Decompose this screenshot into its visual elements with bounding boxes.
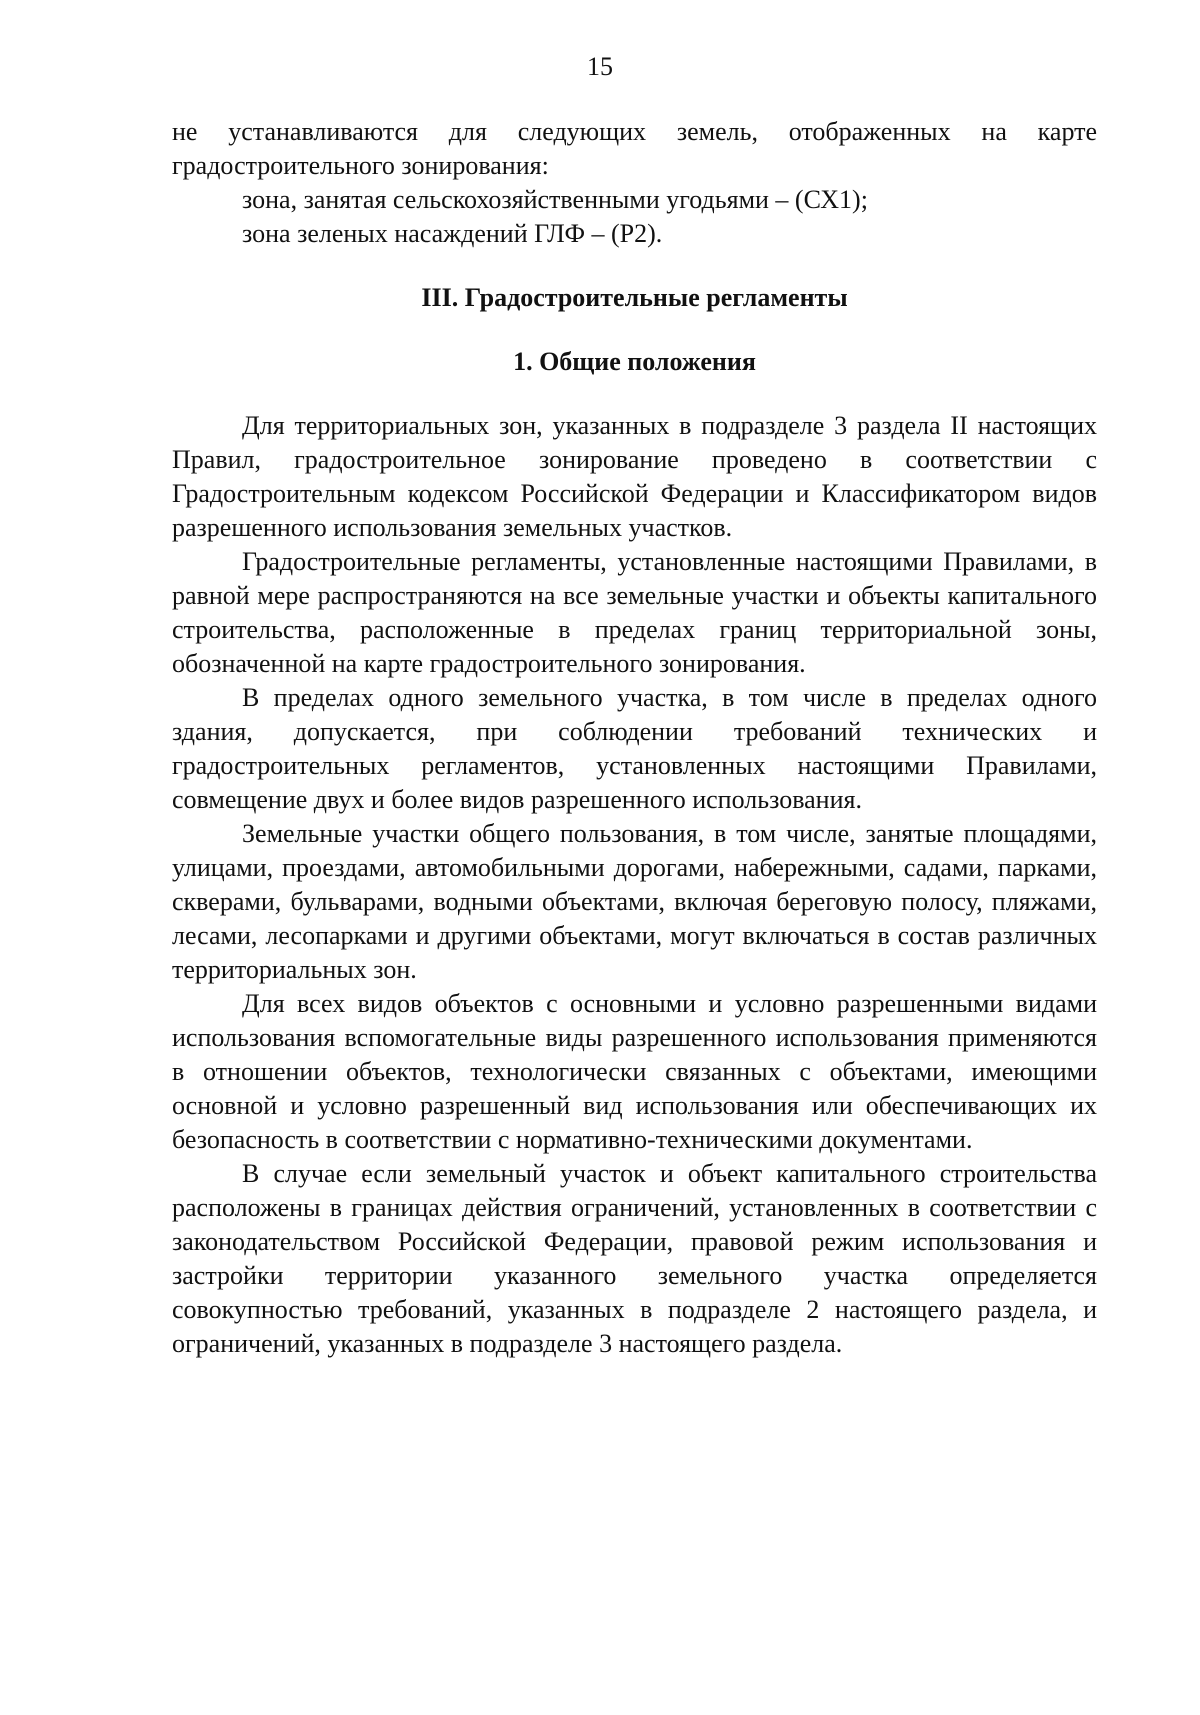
section-heading: III. Градостроительные регламенты xyxy=(421,283,848,312)
zone-list-item: зона, занятая сельскохозяйственными угодьями – (СХ1); xyxy=(242,185,868,214)
body-paragraph: Для всех видов объектов с основными и условно разрешенными видами использования вспомогательные виды разрешенного использования применяются в отношении объектов, технологически связанных с объектами, имеющими основной и условно разрешенный вид использования или обеспечивающих их безопасность в соответствии с нормативно-техническими документами. xyxy=(172,989,1097,1154)
body-paragraph: В пределах одного земельного участка, в том числе в пределах одного здания, допускается, при соблюдении требований технических и градостроительных регламентов, установленных настоящими Правилами, совмещение двух и более видов разрешенного использования. xyxy=(172,683,1097,814)
subsection-heading: 1. Общие положения xyxy=(513,347,756,376)
page-number: 15 xyxy=(587,52,613,81)
zone-list-item: зона зеленых насаждений ГЛФ – (Р2). xyxy=(242,219,663,248)
body-paragraph: Для территориальных зон, указанных в подразделе 3 раздела II настоящих Правил, градостроительное зонирование проведено в соответствии с Градостроительным кодексом Российской Федерации и Классификатором видов разрешенного использования земельных участков. xyxy=(172,411,1097,542)
body-paragraph: Земельные участки общего пользования, в том числе, занятые площадями, улицами, проездами, автомобильными дорогами, набережными, садами, парками, скверами, бульварами, водными объектами, включая береговую полосу, пляжами, лесами, лесопарками и другими объектами, могут включаться в состав различных территориальных зон. xyxy=(172,819,1097,984)
body-paragraph: В случае если земельный участок и объект капитального строительства расположены в границах действия ограничений, установленных в соответствии с законодательством Российской Федерации, правовой режим использования и застройки территории указанного земельного участка определяется совокупностью требований, указанных в подразделе 2 настоящего раздела, и ограничений, указанных в подразделе 3 настоящего раздела. xyxy=(172,1159,1097,1358)
body-paragraph: Градостроительные регламенты, установленные настоящими Правилами, в равной мере распространяются на все земельные участки и объекты капитального строительства, расположенные в пределах границ территориальной зоны, обозначенной на карте градостроительного зонирования. xyxy=(172,547,1097,678)
continuation-paragraph: не устанавливаются для следующих земель, отображенных на карте градостроительного зонирования: xyxy=(172,117,1097,180)
document-body xyxy=(172,115,1097,1361)
